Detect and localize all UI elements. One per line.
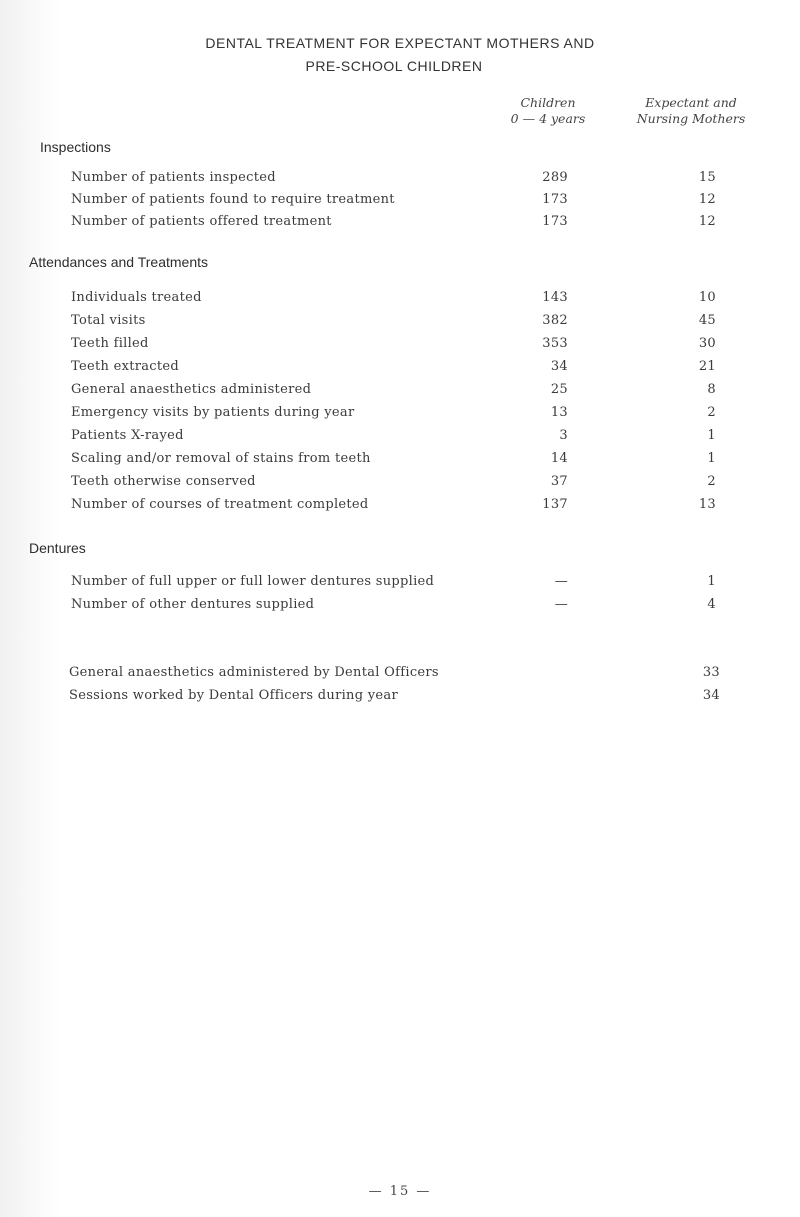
- table-row: [0, 359, 800, 379]
- row-children-value: 37: [550, 474, 568, 489]
- row-mothers-value: 12: [698, 192, 716, 207]
- summary-value: 33: [702, 665, 720, 680]
- row-label: Number of full upper or full lower dentures supplied: [71, 574, 435, 589]
- table-row: [0, 497, 800, 517]
- column-header-mothers-line-2: Nursing Mothers: [636, 111, 746, 126]
- summary-label: General anaesthetics administered by Dental Officers: [69, 665, 439, 680]
- row-children-value: 382: [542, 313, 568, 328]
- row-label: Number of patients inspected: [71, 170, 276, 185]
- row-mothers-value: 30: [698, 336, 716, 351]
- row-children-value: —: [554, 574, 568, 589]
- summary-row: [0, 688, 800, 708]
- table-row: [0, 290, 800, 310]
- row-children-value: 173: [542, 214, 568, 229]
- row-label: Number of other dentures supplied: [71, 597, 315, 612]
- row-children-value: 25: [550, 382, 568, 397]
- row-label: Individuals treated: [71, 290, 202, 305]
- row-mothers-value: 13: [698, 497, 716, 512]
- table-row: [0, 428, 800, 448]
- row-label: Number of patients offered treatment: [71, 214, 332, 229]
- row-mothers-value: 10: [698, 290, 716, 305]
- row-label: Number of courses of treatment completed: [71, 497, 369, 512]
- row-children-value: 14: [550, 451, 568, 466]
- table-row: [0, 214, 800, 234]
- row-children-value: 13: [550, 405, 568, 420]
- row-label: Patients X-rayed: [71, 428, 184, 443]
- summary-value: 34: [702, 688, 720, 703]
- row-mothers-value: 15: [698, 170, 716, 185]
- column-header-children-line-1: Children: [520, 95, 576, 110]
- row-mothers-value: 1: [707, 451, 716, 466]
- row-children-value: 173: [542, 192, 568, 207]
- table-row: [0, 405, 800, 425]
- row-mothers-value: 8: [707, 382, 716, 397]
- row-mothers-value: 45: [698, 313, 716, 328]
- table-row: [0, 451, 800, 471]
- row-mothers-value: 12: [698, 214, 716, 229]
- section-heading-inspections: Inspections: [40, 139, 111, 155]
- row-mothers-value: 1: [707, 574, 716, 589]
- row-label: Teeth otherwise conserved: [71, 474, 256, 489]
- table-row: [0, 382, 800, 402]
- column-header-children: [500, 95, 596, 127]
- table-row: [0, 597, 800, 617]
- row-children-value: 137: [542, 497, 568, 512]
- column-header-mothers: [622, 95, 760, 127]
- section-heading-attendances: Attendances and Treatments: [29, 254, 208, 270]
- page-title-line-1: DENTAL TREATMENT FOR EXPECTANT MOTHERS AND: [205, 35, 595, 51]
- table-row: [0, 574, 800, 594]
- row-label: Teeth extracted: [71, 359, 180, 374]
- row-children-value: —: [554, 597, 568, 612]
- page-title-line-2: PRE-SCHOOL CHILDREN: [305, 58, 483, 74]
- row-mothers-value: 1: [707, 428, 716, 443]
- column-header-children-line-2: 0 — 4 years: [510, 111, 586, 126]
- table-row: [0, 336, 800, 356]
- page-number: — 15 —: [368, 1184, 432, 1199]
- row-children-value: 143: [542, 290, 568, 305]
- row-mothers-value: 2: [707, 405, 716, 420]
- row-mothers-value: 21: [698, 359, 716, 374]
- table-row: [0, 313, 800, 333]
- row-label: General anaesthetics administered: [71, 382, 312, 397]
- section-heading-dentures: Dentures: [29, 540, 86, 556]
- table-row: [0, 192, 800, 212]
- row-label: Scaling and/or removal of stains from teeth: [71, 451, 371, 466]
- row-label: Total visits: [71, 313, 146, 328]
- table-row: [0, 474, 800, 494]
- summary-row: [0, 665, 800, 685]
- row-children-value: 289: [542, 170, 568, 185]
- row-label: Teeth filled: [71, 336, 149, 351]
- column-header-mothers-line-1: Expectant and: [645, 95, 737, 110]
- summary-label: Sessions worked by Dental Officers during year: [69, 688, 398, 703]
- row-mothers-value: 2: [707, 474, 716, 489]
- row-label: Number of patients found to require treatment: [71, 192, 395, 207]
- row-mothers-value: 4: [707, 597, 716, 612]
- row-children-value: 353: [542, 336, 568, 351]
- row-children-value: 3: [559, 428, 568, 443]
- row-children-value: 34: [550, 359, 568, 374]
- row-label: Emergency visits by patients during year: [71, 405, 355, 420]
- table-row: [0, 170, 800, 190]
